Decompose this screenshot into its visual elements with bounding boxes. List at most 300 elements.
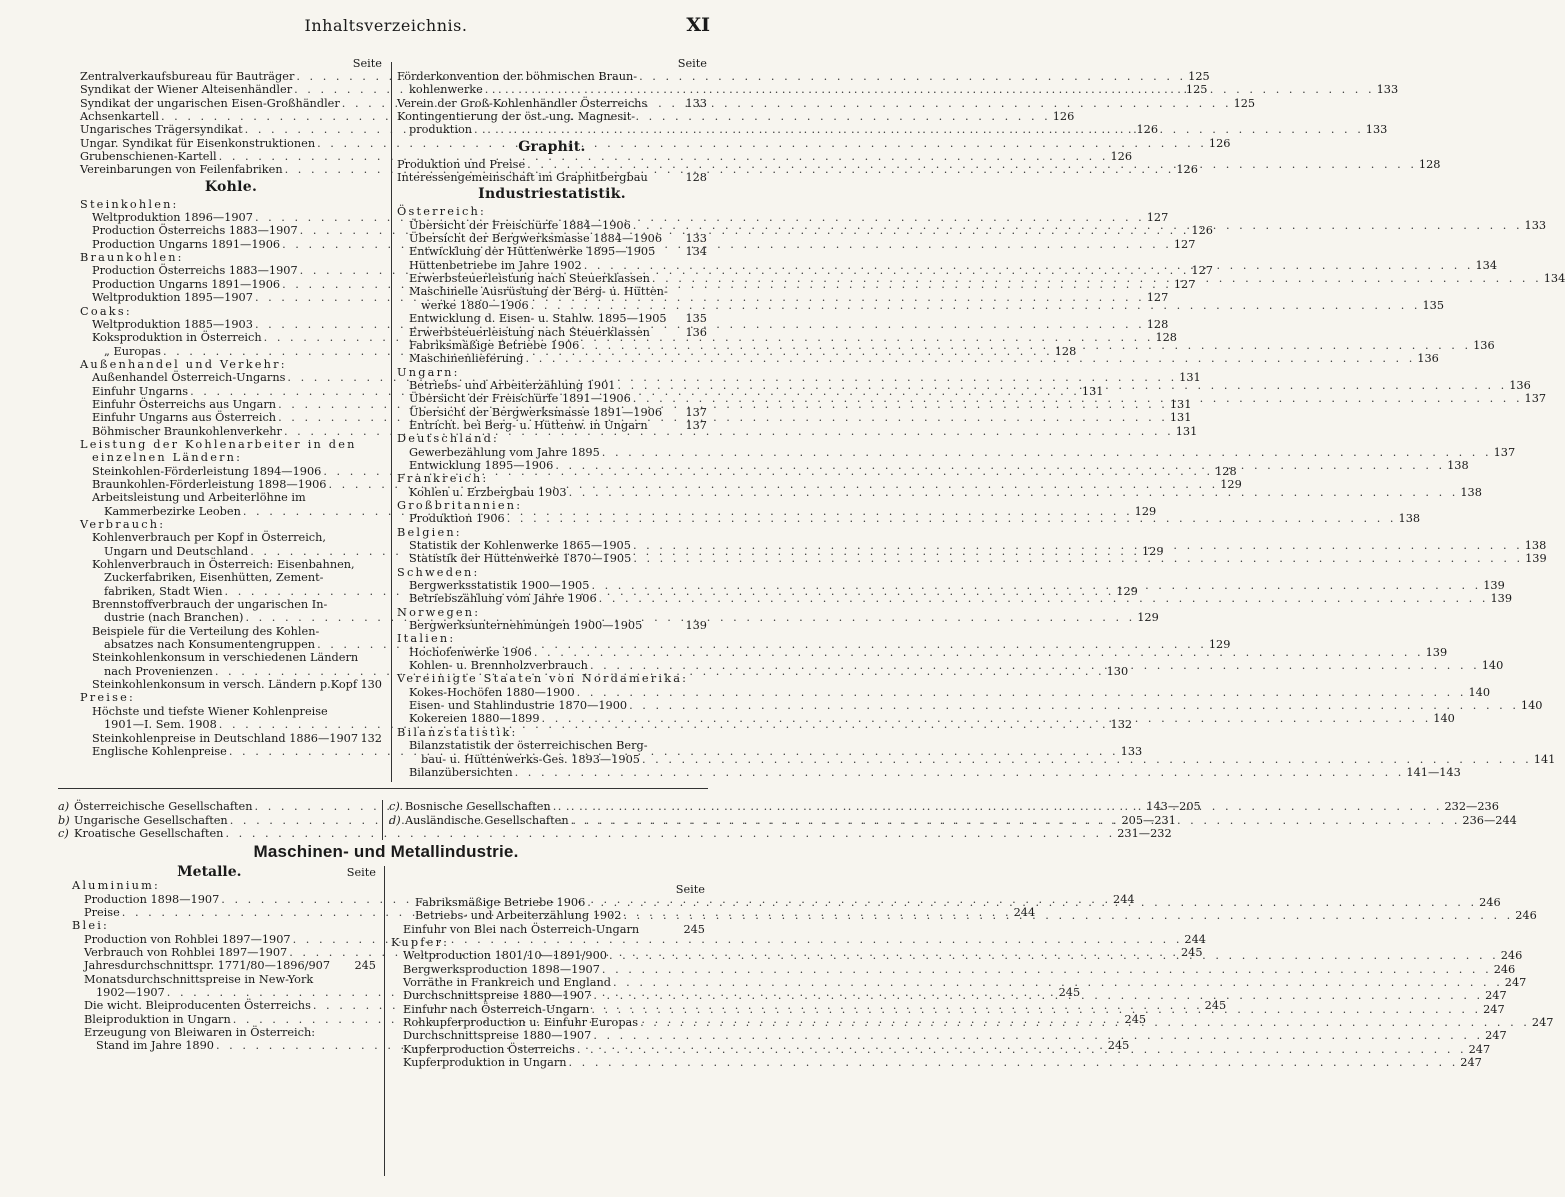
entry-text: 1901—I. Sem. 1908: [104, 718, 217, 732]
page-ref: 246: [1515, 909, 1537, 923]
entry-text: Außenhandel und Verkehr:: [80, 357, 287, 371]
category-heading: [397, 606, 707, 619]
entry-text: Braunkohlen:: [80, 251, 184, 265]
entry-text: Deutschland:: [397, 432, 500, 446]
entry-text: Übersicht der Bergwerksmasse 1884—1906: [409, 232, 663, 246]
company-entry: [58, 827, 1172, 841]
page-ref: 126: [1191, 224, 1213, 238]
page-ref: 136: [1473, 338, 1495, 352]
section-maschinen-metallindustrie: Maschinen- und Metallindustrie.: [253, 842, 519, 861]
entry-text: einzelnen Ländern:: [92, 451, 243, 465]
entry-text: Monatsdurchschnittspreise in New-York: [84, 972, 314, 986]
page-ref: 141—143: [1406, 765, 1461, 779]
page-range: 231—232: [1117, 827, 1172, 840]
page-ref: 245: [1107, 1039, 1130, 1053]
entry-text: „ Europas: [104, 344, 161, 358]
entry-text: Coaks:: [80, 304, 132, 318]
page-ref: 140: [1520, 699, 1543, 713]
entry-text: Brennstoffverbrauch der ungarischen In-: [92, 598, 328, 612]
leader-dots: [579, 339, 1473, 352]
companies-divider: [382, 800, 383, 840]
leader-dots: [567, 1056, 1461, 1069]
page-ref: 247: [1460, 1056, 1482, 1070]
leader-dots: [540, 712, 1434, 725]
leader-dots: [483, 83, 1377, 96]
entry-text: Syndikat der Wiener Alteisenhändler: [80, 83, 293, 97]
page-ref: 246: [1500, 949, 1523, 963]
entry-text: Statistik der Hüttenwerke 1870—1905: [409, 552, 632, 566]
entry-text: Erzeugung von Bleiwaren in Österreich:: [84, 1026, 316, 1040]
section-kohle: Kohle.: [204, 178, 258, 195]
page-ref: 129: [1208, 638, 1231, 652]
page-ref: 246: [1493, 962, 1516, 976]
page-ref: 244: [1184, 932, 1206, 946]
entry-text: Maschinelle Ausrüstung der Berg- u. Hütten-: [409, 285, 668, 299]
entry-text: Steinkohlen:: [80, 197, 179, 211]
entry-text: Ungarische Gesellschaften: [74, 813, 228, 827]
page-number: XI: [686, 14, 710, 36]
column-divider: [391, 62, 392, 782]
toc-entry: [80, 598, 382, 611]
category-heading: [397, 526, 707, 539]
leader-dots: [575, 1043, 1469, 1056]
entry-text: Steinkohlenkonsum in versch. Ländern p.Kopf: [92, 678, 358, 692]
toc-entry: [397, 699, 1543, 713]
toc-entry: [397, 245, 707, 258]
entry-text: Hochofenwerke 1906: [409, 645, 532, 659]
page-ref: 129: [1142, 544, 1164, 558]
entry-text: Maschinenlieferung: [409, 352, 524, 366]
leader-dots: [600, 446, 1494, 459]
entry-text: Production von Rohblei 1897—1907: [84, 932, 291, 946]
entry-text: Entwicklung 1895—1906: [409, 458, 554, 472]
entry-text: Koksproduktion in Österreich: [92, 331, 262, 345]
entry-text: Kohlen- u. Brennholzverbrauch: [409, 659, 588, 673]
entry-text: Produktion und Preise: [397, 157, 526, 171]
leader-dots: [524, 352, 1418, 365]
entry-text: Entricht. bei Berg- u. Hüttenw. in Ungarn: [409, 418, 648, 432]
entry-text: Production Ungarns 1891—1906: [92, 277, 281, 291]
entry-text: Verbrauch:: [80, 518, 166, 531]
page-ref: 132: [1110, 718, 1133, 732]
section-metalle: Metalle.: [177, 864, 242, 880]
entry-text: Kohlenverbrauch per Kopf in Österreich,: [92, 531, 326, 545]
toc-entry: [80, 491, 382, 504]
entry-text: Eisen- und Stahlindustrie 1870—1900: [409, 699, 628, 713]
page-range: 232—236: [1444, 800, 1499, 813]
toc-entry: [80, 571, 382, 584]
toc-entry: [397, 232, 707, 245]
category-heading: [80, 691, 382, 704]
metalle-divider: [384, 866, 385, 1176]
entry-text: Kupferproduktion in Ungarn: [403, 1056, 567, 1070]
entry-text: Braunkohlen-Förderleistung 1898—1906: [92, 477, 327, 491]
entry-text: Arbeitsleistung und Arbeiterlöhne im: [92, 491, 306, 505]
toc-entry: [80, 531, 382, 544]
page-ref: 138: [1460, 485, 1482, 499]
toc-entry: [391, 923, 705, 936]
entry-label: c): [389, 800, 400, 813]
entry-text: Achsenkartell: [80, 110, 159, 124]
page-ref: 137: [685, 405, 707, 419]
entry-text: Weltproduction 1801/10—1891/900: [403, 949, 607, 963]
entry-text: Englische Kohlenpreise: [92, 744, 227, 758]
entry-text: Österreich:: [397, 205, 486, 219]
leader-dots: [650, 272, 1544, 285]
entry-text: Zentralverkaufsbureau für Bauträger: [80, 70, 295, 83]
section-industriestatistik: Industriestatistik.: [478, 186, 626, 203]
seite-label-metalle: Seite: [346, 866, 376, 879]
leader-dots: [591, 989, 1485, 1002]
toc-entry: [397, 312, 707, 325]
category-heading: [397, 566, 707, 579]
category-heading: [397, 205, 707, 218]
page-ref: 128: [1054, 344, 1077, 358]
entry-text: Weltproduktion 1896—1907: [92, 211, 253, 225]
toc-entry: [80, 651, 382, 664]
toc-entry: [391, 1029, 1507, 1043]
toc-entry: [397, 619, 707, 632]
leader-dots: [567, 486, 1461, 499]
toc-entry: [80, 558, 382, 571]
page-ref: 138: [1524, 539, 1547, 552]
entry-text: Schweden:: [397, 565, 480, 579]
entry-text: Kammerbezirke Leoben: [104, 504, 241, 518]
page-ref: 129: [1116, 584, 1138, 598]
page-ref: 134: [1475, 258, 1498, 272]
entry-text: 1902—1907: [96, 986, 165, 1000]
page-ref: 126: [1208, 136, 1231, 150]
toc-entry: [397, 70, 707, 83]
leader-dots: [591, 1029, 1485, 1042]
entry-text: Verein der Groß-Kohlenhändler Österreichs: [397, 96, 648, 110]
entry-text: Einfuhr Ungarns: [92, 384, 189, 398]
entry-text: Syndikat der ungarischen Eisen-Großhändler: [80, 96, 340, 110]
page-ref: 141: [1533, 752, 1556, 766]
page-ref: 130: [360, 678, 382, 692]
entry-text: Betriebs- und Arbeiterzählung 1901: [409, 378, 616, 392]
leader-dots: [582, 259, 1476, 272]
entry-text: Höchste und tiefste Wiener Kohlenpreise: [92, 704, 328, 718]
leader-dots: [631, 552, 1525, 565]
entry-text: dustrie (nach Branchen): [104, 611, 244, 625]
category-heading: [72, 919, 376, 932]
leader-dots: [600, 963, 1494, 976]
entry-text: Ungar. Syndikat für Eisenkonstruktionen: [80, 136, 316, 150]
entry-text: Kokes-Hochöfen 1880—1900: [409, 685, 575, 699]
page-ref: 126: [1136, 123, 1159, 137]
entry-text: Einfuhr von Blei nach Österreich-Ungarn: [403, 922, 640, 936]
entry-text: Kupferproduction Österreichs: [403, 1042, 575, 1056]
entry-text: Steinkohlen-Förderleistung 1894—1906: [92, 464, 322, 478]
page-ref: 135: [1422, 298, 1445, 312]
page-ref: 134: [1543, 272, 1565, 286]
page-ref: 135: [685, 312, 707, 326]
entry-text: Verbrauch von Rohblei 1897—1907: [84, 946, 288, 960]
seite-label-left: Seite: [352, 57, 382, 70]
toc-entry: [397, 326, 707, 339]
entry-text: Kokereien 1880—1899: [409, 712, 540, 726]
entry-text: Ungarn und Deutschland: [104, 544, 249, 558]
page-ref: 128: [1155, 331, 1177, 345]
entry-text: Statistik der Kohlenwerke 1865—1905: [409, 539, 631, 552]
entry-text: Vereinigte Staaten von Nordamerika:: [397, 672, 689, 686]
entry-text: Bergwerksproduction 1898—1907: [403, 962, 600, 976]
page-ref: 139: [1525, 552, 1547, 566]
entry-text: Beispiele für die Verteilung des Kohlen-: [92, 624, 320, 638]
category-heading: [80, 518, 382, 531]
category-heading: [80, 305, 382, 318]
page-ref: 139: [685, 619, 707, 633]
entry-text: Italien:: [397, 632, 456, 646]
page-ref: 136: [1509, 378, 1531, 392]
entry-text: absatzes nach Konsumentengruppen: [104, 638, 316, 652]
leader-dots: [551, 800, 1445, 814]
leader-dots: [513, 766, 1407, 779]
page-ref: 128: [1418, 157, 1441, 171]
metalle-header: [72, 866, 376, 879]
page-ref: 133: [1120, 744, 1143, 758]
page-ref: 132: [360, 731, 382, 745]
entry-text: Steinkohlenpreise in Deutschland 1886—1907: [92, 731, 359, 745]
toc-entry: [397, 765, 1461, 779]
page-ref: 247: [1485, 989, 1507, 1003]
toc-entry: [397, 419, 707, 432]
page-title: Inhaltsverzeichnis.: [304, 16, 468, 35]
toc-entry: [397, 171, 707, 184]
category-heading: [397, 672, 707, 685]
page-ref: 128: [685, 171, 707, 185]
page-ref: 133: [685, 232, 707, 246]
entry-text: Zuckerfabriken, Eisenhütten, Zement-: [104, 571, 324, 585]
entry-label: b): [58, 813, 70, 827]
toc-entry: [397, 552, 1547, 566]
toc-entry: [397, 352, 1439, 366]
entry-text: Übersicht der Bergwerksmasse 1891—1906: [409, 405, 663, 419]
entry-text: Kontingentierung der öst.-ung. Magnesit-: [397, 110, 636, 124]
entry-text: Bergwerksstatistik 1900—1905: [409, 579, 590, 593]
entry-text: Stand im Jahre 1890: [96, 1039, 214, 1053]
page-ref: 138: [1398, 512, 1421, 526]
toc-entry: [80, 732, 382, 745]
toc-entry: [391, 976, 1527, 990]
entry-text: bau- u. Hüttenwerks-Ges. 1893—1905: [421, 752, 640, 766]
leader-dots: [588, 659, 1482, 672]
entry-text: Rohkupferproduction u. Einfuhr Europas: [403, 1016, 639, 1030]
leader-dots: [640, 753, 1534, 766]
entry-text: Bilanzstatistik der österreichischen Berg-: [409, 739, 648, 753]
leader-dots: [569, 814, 1463, 828]
page-ref: 129: [1134, 504, 1157, 518]
toc-entry: [391, 962, 1516, 976]
page-ref: 133: [1376, 83, 1399, 97]
entry-text: Production Österreichs 1883—1907: [92, 224, 298, 238]
page-ref: 136: [685, 325, 707, 339]
category-heading: [72, 879, 376, 892]
entry-text: Weltproduktion 1885—1903: [92, 317, 253, 331]
entry-text: Bilanzstatistik:: [397, 725, 518, 739]
toc-entry: [72, 973, 376, 986]
category-heading: [397, 366, 707, 379]
entry-text: Steinkohlenkonsum in verschiedenen Ländern: [92, 651, 359, 665]
entry-text: Grubenschienen-Kartell: [80, 150, 217, 164]
page-ref: 127: [1173, 277, 1196, 291]
leader-dots: [627, 699, 1521, 712]
toc-entry: [397, 445, 1516, 459]
page-ref: 129: [1220, 477, 1242, 491]
seite-label-metalle-right: Seite: [675, 883, 705, 896]
entry-text: Gewerbezählung vom Jahre 1895: [409, 445, 600, 459]
page-ref: 125: [1233, 96, 1256, 110]
entry-text: Produktion 1906: [409, 512, 505, 526]
page-ref: 247: [1504, 976, 1527, 990]
toc-entry: [397, 97, 707, 110]
page-ref: 245: [1204, 999, 1227, 1013]
page-ref: 127: [1146, 291, 1169, 305]
entry-text: Durchschnittspreise 1880—1907: [403, 989, 592, 1003]
page-ref: 139: [1483, 579, 1505, 593]
toc-entry: [391, 1056, 1482, 1070]
toc-entry: [397, 110, 707, 123]
entry-text: Entwicklung d. Eisen- u. Stahlw. 1895—1905: [409, 312, 667, 326]
leader-dots: [472, 123, 1366, 136]
page-ref: 128: [1146, 317, 1169, 331]
divider-rule: [58, 788, 708, 789]
page-ref: 127: [1173, 237, 1196, 251]
entry-text: Production 1898—1907: [84, 892, 220, 906]
page-ref: 139: [1490, 592, 1513, 606]
leader-dots: [575, 686, 1469, 699]
entry-text: Vereinbarungen von Feilenfabriken: [80, 163, 283, 177]
page-ref: 127: [1146, 211, 1169, 225]
entry-text: Fabriksmäßige Betriebe 1906: [415, 896, 586, 909]
page-ref: 130: [1106, 664, 1129, 678]
page-ref: 136: [1417, 352, 1439, 366]
page-ref: 137: [1524, 392, 1547, 406]
entry-text: Entwicklung der Hüttenwerke 1895—1905: [409, 245, 656, 259]
category-heading: [80, 451, 382, 464]
page-ref: 131: [1175, 424, 1198, 438]
leader-dots: [615, 379, 1509, 392]
entry-text: Hüttenbetriebe im Jahre 1902: [409, 258, 582, 272]
leader-dots: [553, 459, 1447, 472]
entry-text: Die wicht. Bleiproducenten Österreichs: [84, 999, 311, 1013]
entry-text: Ausländische Gesellschaften: [405, 813, 569, 827]
toc-entry: [80, 625, 382, 638]
page-ref: 247: [1485, 1029, 1507, 1043]
page-ref: 244: [1013, 906, 1036, 920]
entry-text: Erwerbsteuerleistung nach Steuerklassen: [409, 272, 650, 286]
page-ref: 134: [685, 245, 707, 259]
leader-dots: [631, 539, 1525, 552]
page-ref: 140: [1468, 685, 1491, 699]
page-range: 236—244: [1462, 813, 1517, 827]
entry-text: Bleiproduktion in Ungarn: [84, 1012, 231, 1026]
category-heading: [80, 198, 382, 211]
entry-text: Jahresdurchschnittspr. 1771/80—1896/907: [84, 959, 331, 973]
entry-text: Übersicht der Freischürfe 1884—1906: [409, 218, 631, 232]
entry-text: Bilanzübersichten: [409, 765, 513, 779]
entry-text: Bosnische Gesellschaften: [405, 800, 551, 813]
page-ref: 127: [1191, 264, 1213, 278]
page-ref: 139: [1425, 645, 1448, 659]
entry-text: Production Österreichs 1883—1907: [92, 264, 298, 278]
page-ref: 126: [1052, 110, 1075, 124]
page-ref: 125: [1188, 70, 1210, 83]
page-ref: 245: [1181, 946, 1203, 960]
entry-text: Bergwerksunternehmungen 1900—1905: [409, 619, 643, 633]
entry-text: Einfuhr nach Österreich-Ungarn: [403, 1002, 590, 1016]
entry-text: Leistung der Kohlenarbeiter in den: [80, 437, 357, 451]
entry-text: Vorräthe in Frankreich und England: [403, 976, 611, 990]
toc-entry: [397, 752, 1556, 766]
entry-text: Fabriksmäßige Betriebe 1906: [409, 338, 580, 352]
leader-dots: [631, 219, 1525, 232]
entry-text: Production Ungarns 1891—1906: [92, 237, 281, 251]
category-heading: [80, 358, 382, 371]
toc-entry: [397, 512, 1421, 526]
entry-label: d): [389, 813, 401, 827]
entry-text: fabriken, Stadt Wien: [104, 584, 223, 598]
page-ref: 131: [1081, 384, 1104, 398]
page-ref: 138: [1447, 458, 1469, 472]
toc-entry: [397, 685, 1491, 699]
category-heading: [397, 432, 707, 445]
leader-dots: [223, 827, 1117, 841]
leader-dots: [585, 896, 1479, 909]
category-heading: [391, 936, 705, 949]
page-ref: 131: [1179, 371, 1201, 385]
entry-text: Großbritannien:: [397, 498, 523, 512]
page-ref: 125: [1185, 83, 1208, 97]
category-heading: [80, 251, 382, 264]
leader-dots: [589, 1003, 1483, 1016]
page-range: 143—205: [1146, 800, 1201, 813]
entry-text: Preise: [84, 906, 120, 920]
entry-text: Kroatische Gesellschaften: [74, 827, 224, 840]
seite-label-right: Seite: [677, 57, 707, 70]
entry-text: Böhmischer Braunkohlenverkehr: [92, 424, 282, 438]
page-ref: 245: [683, 922, 705, 936]
page-ref: 126: [1110, 150, 1133, 164]
page-ref: 245: [354, 959, 376, 973]
page-ref: 247: [1468, 1042, 1491, 1056]
entry-text: nach Provenienzen: [104, 664, 213, 678]
page-range: 205—231: [1121, 813, 1176, 827]
entry-text: Einfuhr Ungarns aus Österreich: [92, 411, 277, 425]
toc-entry: [80, 678, 382, 691]
leader-dots: [532, 646, 1426, 659]
toc-entry: [72, 959, 376, 972]
leader-dots: [597, 592, 1491, 605]
page-ref: 140: [1433, 712, 1455, 726]
leader-dots: [611, 976, 1505, 989]
page-ref: 128: [1215, 464, 1237, 478]
entry-text: Blei:: [72, 919, 110, 933]
entry-text: Weltproduktion 1895—1907: [92, 291, 253, 305]
page-ref: 131: [1169, 397, 1192, 411]
entry-label: a): [58, 800, 70, 813]
page-ref: 133: [685, 96, 707, 110]
leader-dots: [621, 909, 1515, 922]
category-heading: [397, 726, 707, 739]
toc-entry: [397, 592, 1513, 606]
leader-dots: [631, 392, 1525, 405]
category-heading: [397, 632, 707, 645]
entry-text: werke 1880—1906: [421, 298, 529, 312]
entry-text: Durchschnittspreise 1880—1907: [403, 1029, 592, 1043]
toc-entry: [397, 285, 707, 298]
